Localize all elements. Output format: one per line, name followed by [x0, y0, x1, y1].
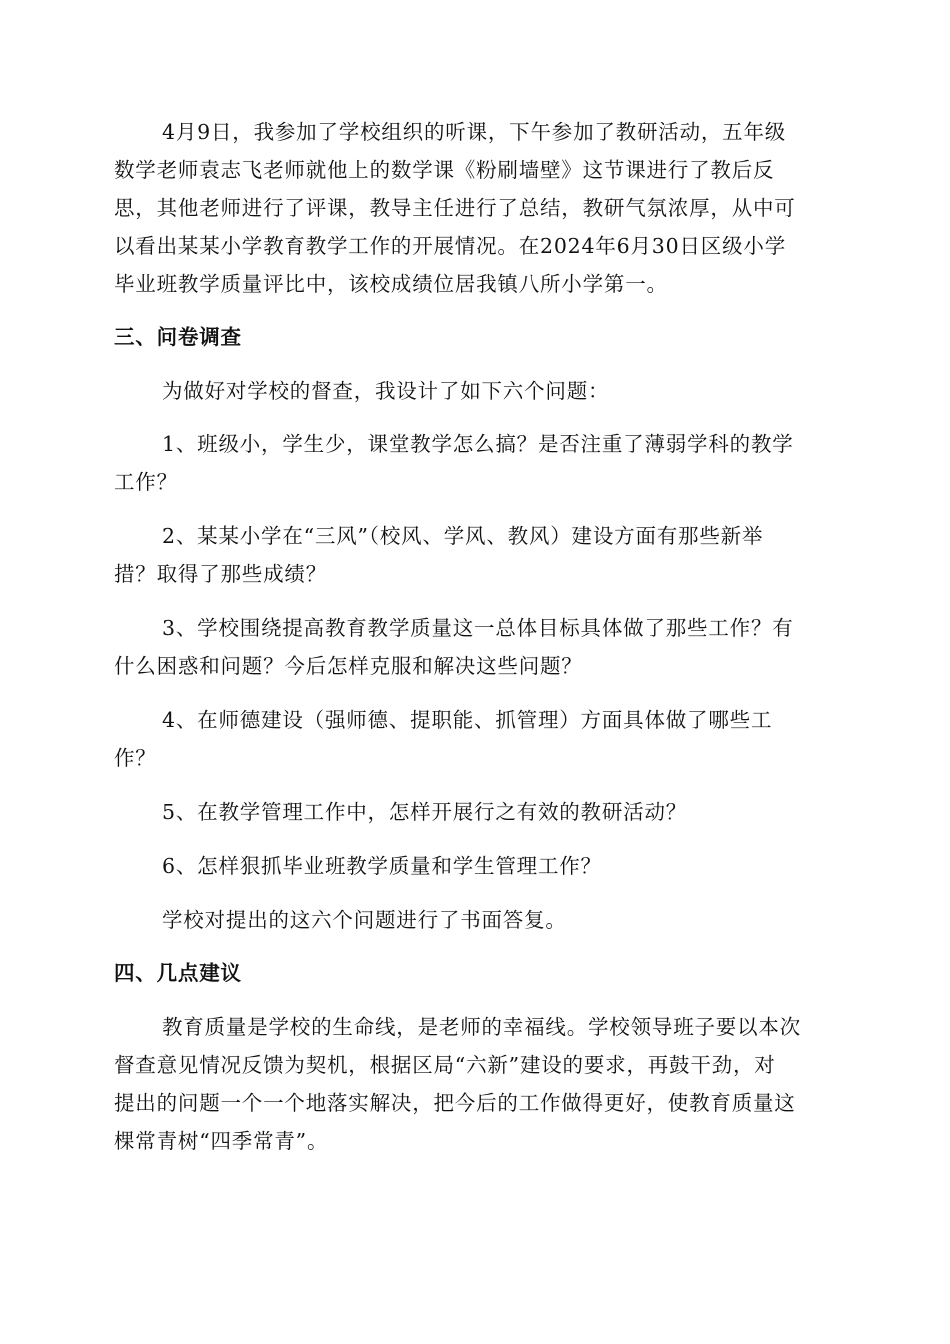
paragraph-line: 棵常青树“四季常青”。 — [114, 1129, 329, 1153]
paragraph-line: 教育质量是学校的生命线，是老师的幸福线。学校领导班子要以本次 — [162, 1015, 801, 1039]
question-2-line: 2、某某小学在“三风”（校风、学风、教风）建设方面有那些新举 — [162, 524, 764, 548]
survey-closing: 学校对提出的这六个问题进行了书面答复。 — [162, 908, 567, 932]
survey-intro: 为做好对学校的督查，我设计了如下六个问题： — [162, 379, 610, 403]
question-1-line: 1、班级小，学生少，课堂教学怎么搞？是否注重了薄弱学科的教学 — [162, 432, 794, 456]
question-2-line: 措？取得了那些成绩？ — [114, 562, 327, 586]
question-3-line: 什么困惑和问题？今后怎样克服和解决这些问题？ — [114, 654, 583, 678]
question-6: 6、怎样狠抓毕业班教学质量和学生管理工作？ — [162, 854, 602, 878]
section-heading-suggestions: 四、几点建议 — [114, 961, 242, 985]
paragraph-line: 提出的问题一个一个地落实解决，把今后的工作做得更好，使教育质量这 — [114, 1091, 796, 1115]
question-1-line: 工作？ — [114, 470, 178, 494]
paragraph-line: 以看出某某小学教育教学工作的开展情况。在2024年6月30日区级小学 — [114, 234, 786, 258]
question-3-line: 3、学校围绕提高教育教学质量这一总体目标具体做了那些工作？有 — [162, 616, 794, 640]
paragraph-line: 数学老师袁志飞老师就他上的数学课《粉刷墙壁》这节课进行了教后反 — [114, 158, 775, 182]
section-heading-survey: 三、问卷调查 — [114, 325, 242, 349]
question-4-line: 作？ — [114, 746, 157, 770]
paragraph-line: 毕业班教学质量评比中，该校成绩位居我镇八所小学第一。 — [114, 272, 668, 296]
paragraph-line: 4月9日，我参加了学校组织的听课，下午参加了教研活动，五年级 — [162, 120, 787, 144]
question-5: 5、在教学管理工作中，怎样开展行之有效的教研活动？ — [162, 800, 688, 824]
question-4-line: 4、在师德建设（强师德、提职能、抓管理）方面具体做了哪些工 — [162, 708, 773, 732]
paragraph-line: 思，其他老师进行了评课，教导主任进行了总结，教研气氛浓厚，从中可 — [114, 196, 796, 220]
paragraph-line: 督查意见情况反馈为契机，根据区局“六新”建设的要求，再鼓干劲，对 — [114, 1053, 776, 1077]
